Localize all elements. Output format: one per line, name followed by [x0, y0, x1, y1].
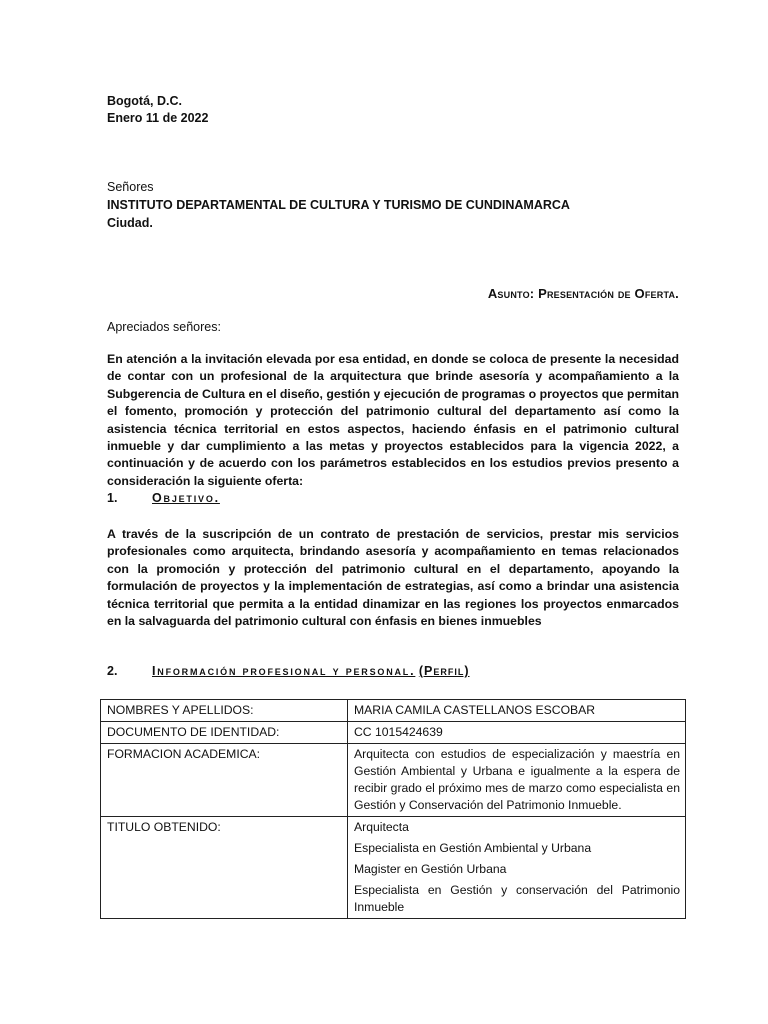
titles-list: [348, 817, 686, 919]
table-row: [101, 722, 686, 744]
section2-number: 2.: [107, 664, 118, 678]
title-item: Especialista en Gestión y conservación del Patrimonio Inmueble: [354, 883, 680, 914]
title-item: Especialista en Gestión Ambiental y Urbana: [354, 841, 592, 855]
greeting: Apreciados señores:: [107, 320, 221, 334]
title-item: Arquitecta: [354, 820, 409, 834]
education-label: FORMACION ACADEMICA:: [101, 744, 348, 817]
subject-line: [488, 286, 679, 301]
section1-number: 1.: [107, 491, 118, 505]
section2-heading: [107, 664, 470, 678]
titles-label: TITULO OBTENIDO:: [101, 817, 348, 919]
recipient-city: Ciudad.: [107, 216, 153, 230]
id-value: CC 1015424639: [348, 722, 686, 744]
section1-body: A través de la suscripción de un contrato de prestación de servicios, prestar mis servicios profesionales como arquitecta, brindando asesoría y acompañamiento en temas relacionados con la promoción y protección del patrimonio cultural en el departamento, apoyando la formulación de proyectos y la implementación de estrategias, así como a brindar una asistencia técnica territorial que permita a la entidad dinamizar en las regiones los proyectos enmarcados en la salvaguarda del patrimonio cultural con énfasis en bienes inmuebles: [107, 527, 679, 629]
letter-date: Enero 11 de 2022: [107, 111, 209, 125]
names-label: NOMBRES Y APELLIDOS:: [101, 700, 348, 722]
salutation-to: Señores: [107, 180, 154, 194]
subject-text: Asunto: Presentación de Oferta.: [487, 286, 679, 301]
section1-heading: [107, 491, 220, 505]
id-label: DOCUMENTO DE IDENTIDAD:: [101, 722, 348, 744]
section2-title-suffix: (Perfil): [418, 664, 470, 678]
section2-title: Información profesional y personal.: [152, 664, 416, 678]
names-value: MARIA CAMILA CASTELLANOS ESCOBAR: [348, 700, 686, 722]
title-item: Magister en Gestión Urbana: [354, 862, 507, 876]
letter-city: Bogotá, D.C.: [107, 94, 182, 108]
profile-table: [100, 699, 686, 919]
table-row: [101, 744, 686, 817]
recipient-name: INSTITUTO DEPARTAMENTAL DE CULTURA Y TURISMO DE CUNDINAMARCA: [107, 198, 570, 212]
education-value: Arquitecta con estudios de especialización y maestría en Gestión Ambiental y Urbana e igualmente a la espera de recibir grado el próximo mes de marzo como especialista en Gestión y Conservación del Patrimonio Inmueble.: [348, 744, 686, 817]
section1-title: Objetivo.: [152, 491, 220, 505]
intro-paragraph: En atención a la invitación elevada por esa entidad, en donde se coloca de presente la necesidad de contar con un profesional de la arquitectura que brinde asesoría y acompañamiento a la Subgerencia de Cultura en el diseño, gestión y ejecución de programas o proyectos que permitan el fomento, promoción y protección del patrimonio cultural del departamento así como la asistencia técnica territorial en estos aspectos, haciendo énfasis en el patrimonio cultural inmueble y dar cumplimiento a las metas y proyectos establecidos para la vigencia 2022, a continuación y de acuerdo con los parámetros establecidos en los estudios previos presento a consideración la siguiente oferta:: [107, 352, 679, 488]
table-row: [101, 700, 686, 722]
table-row: [101, 817, 686, 919]
